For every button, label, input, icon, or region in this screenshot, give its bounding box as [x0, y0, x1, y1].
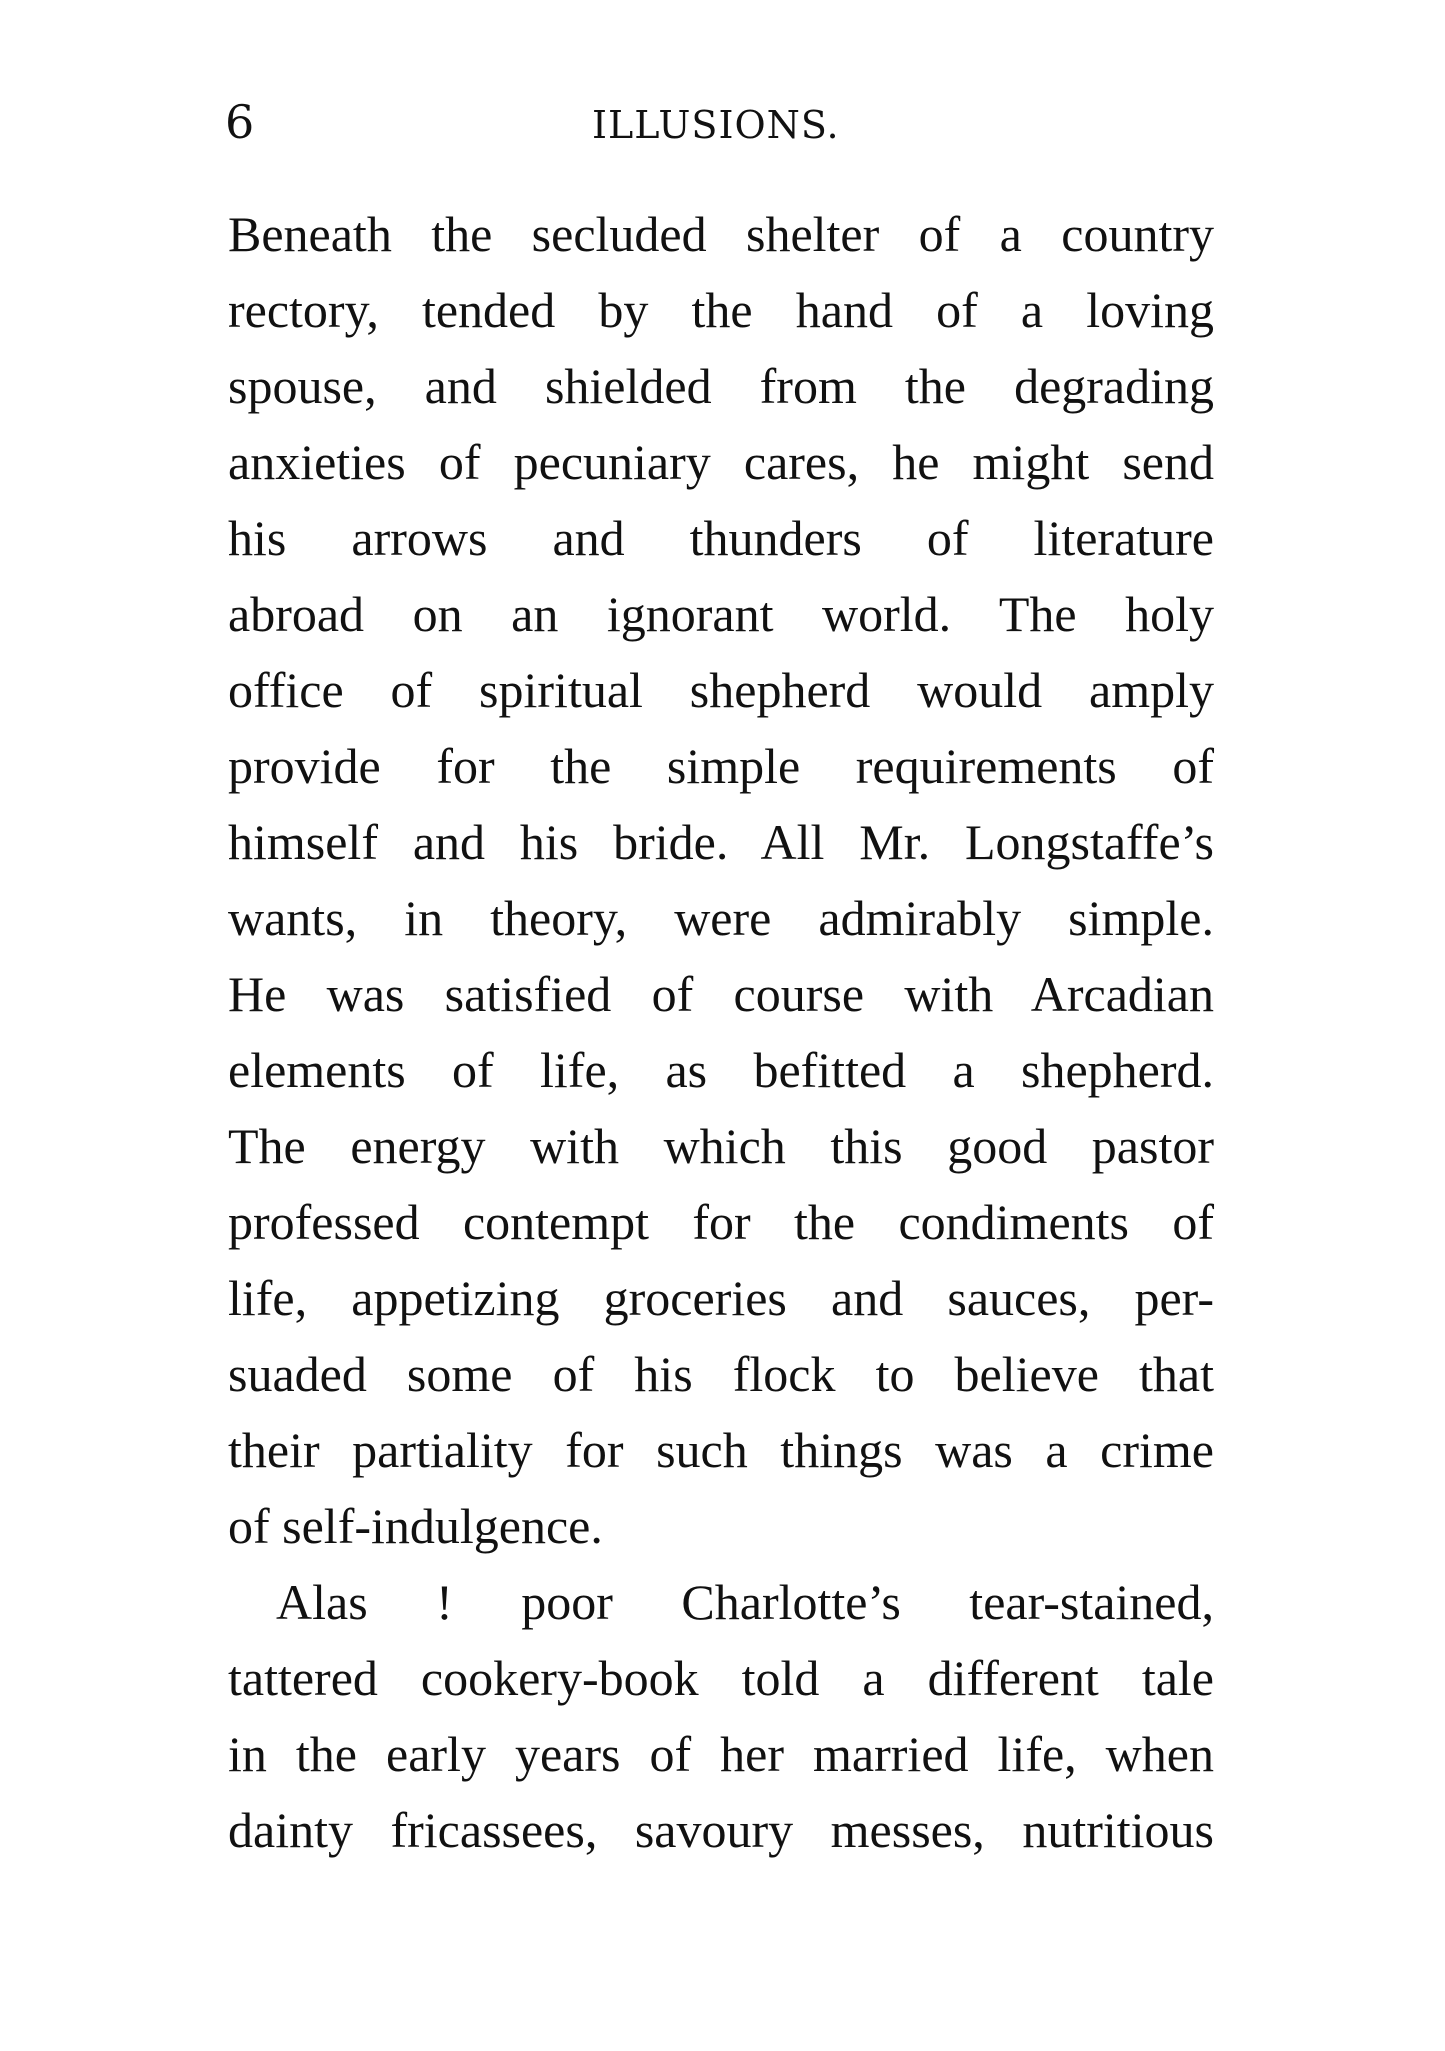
text-line: anxieties of pecuniary cares, he might send: [228, 434, 1214, 490]
text-line: dainty fricassees, savoury messes, nutritious: [228, 1802, 1214, 1858]
text-line: in the early years of her married life, when: [228, 1726, 1214, 1782]
text-line: office of spiritual shepherd would amply: [228, 662, 1214, 718]
text-line: professed contempt for the condiments of: [228, 1194, 1214, 1250]
page-number: 6: [225, 95, 255, 149]
text-line: wants, in theory, were admirably simple.: [228, 890, 1214, 946]
page-header: [225, 92, 1225, 152]
text-line: elements of life, as befitted a shepherd.: [228, 1042, 1214, 1098]
text-line: of self-indulgence.: [228, 1498, 603, 1554]
text-line: life, appetizing groceries and sauces, per-: [228, 1270, 1214, 1326]
text-line: himself and his bride. All Mr. Longstaffe’s: [228, 814, 1214, 870]
text-line: tattered cookery-book told a different tale: [228, 1650, 1214, 1706]
body-text: [228, 196, 1214, 1868]
text-line: spouse, and shielded from the degrading: [228, 358, 1214, 414]
text-line: his arrows and thunders of literature: [228, 510, 1214, 566]
text-line: Beneath the secluded shelter of a country: [228, 206, 1214, 262]
text-line: abroad on an ignorant world. The holy: [228, 586, 1214, 642]
text-line: rectory, tended by the hand of a loving: [228, 282, 1214, 338]
running-title: ILLUSIONS.: [592, 103, 840, 147]
text-line: The energy with which this good pastor: [228, 1118, 1214, 1174]
text-line: He was satisfied of course with Arcadian: [228, 966, 1214, 1022]
text-line: suaded some of his flock to believe that: [228, 1346, 1214, 1402]
text-line: their partiality for such things was a crime: [228, 1422, 1214, 1478]
text-line: provide for the simple requirements of: [228, 738, 1214, 794]
text-line: Alas ! poor Charlotte’s tear-stained,: [276, 1574, 1214, 1630]
